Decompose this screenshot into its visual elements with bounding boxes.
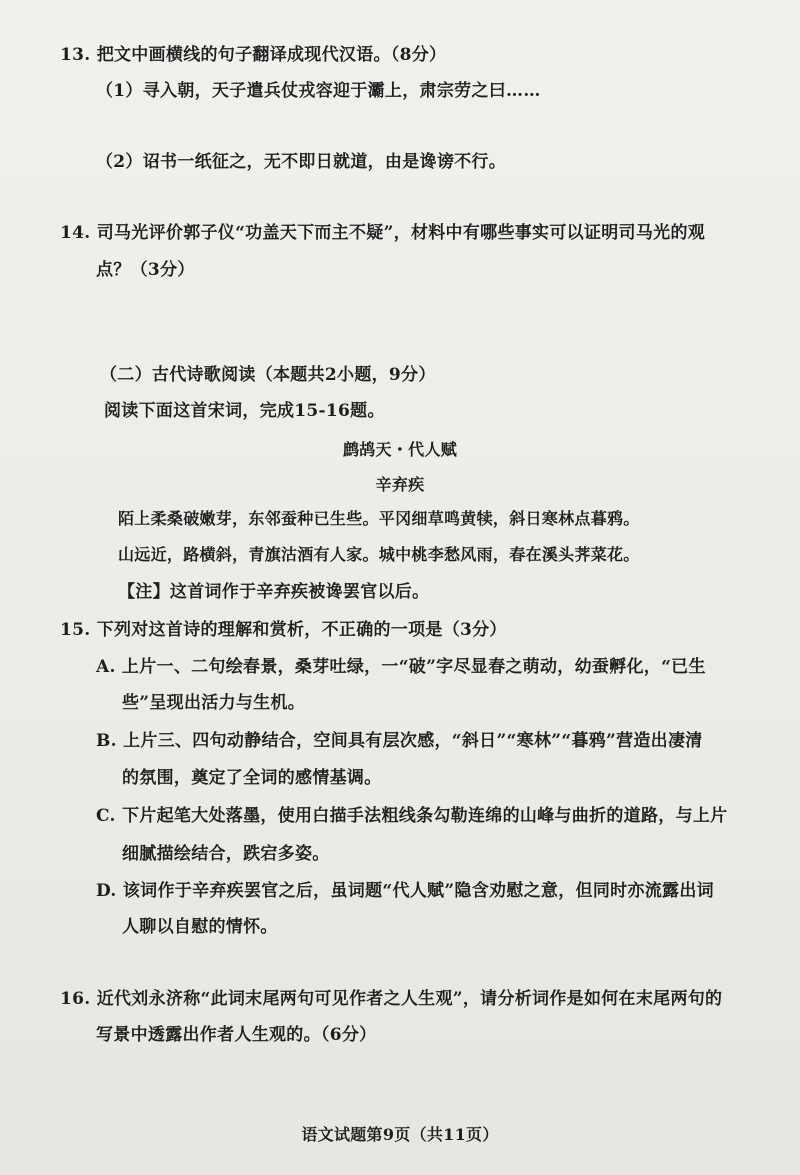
poem-line-1: 陌上柔桑破嫩芽，东邻蚕种已生些。平冈细草鸣黄犊，斜日寒林点暮鸦。 (118, 509, 640, 528)
poem-author: 辛弃疾 (375, 475, 425, 494)
poem-title: 鹧鸪天・代人赋 (342, 440, 458, 459)
page-footer: 语文试题第9页（共11页） (301, 1125, 499, 1144)
q15-option-c-line-1: C. 下片起笔大处落墨，使用白描手法粗线条勾勒连绵的山峰与曲折的道路，与上片 (96, 806, 728, 826)
poem-note: 【注】这首词作于辛弃疾被谗罢官以后。 (118, 582, 430, 602)
poem-line-2: 山远近，路横斜，青旗沽酒有人家。城中桃李愁风雨，春在溪头荠菜花。 (118, 545, 640, 564)
q14-line-1 (60, 222, 705, 244)
q16-number: 16. (60, 989, 91, 1009)
q15-option-a-line-1: A. 上片一、二句绘春景，桑芽吐绿，一“破”字尽显春之萌动，幼蚕孵化，“已生 (96, 657, 706, 677)
section-intro: 阅读下面这首宋词，完成15-16题。 (104, 401, 385, 421)
q15-stem (60, 619, 507, 641)
q15-option-c-line-2: 细腻描绘结合，跌宕多姿。 (122, 844, 330, 864)
q16-text: 近代刘永济称“此词末尾两句可见作者之人生观”，请分析词作是如何在末尾两句的 (96, 989, 723, 1009)
q16-line-1 (60, 988, 722, 1010)
q15-option-b-line-2: 的氛围，奠定了全词的感情基调。 (122, 768, 382, 788)
q15-option-b-line-1: B. 上片三、四句动静结合，空间具有层次感，“斜日”“寒林”“暮鸦”营造出凄清 (96, 731, 703, 751)
q13-text: 把文中画横线的句子翻译成现代汉语。（8分） (96, 45, 447, 65)
q15-option-d-line-2: 人聊以自慰的情怀。 (122, 917, 278, 937)
q15-text: 下列对这首诗的理解和赏析，不正确的一项是（3分） (96, 620, 507, 640)
q16-line-2: 写景中透露出作者人生观的。（6分） (96, 1025, 377, 1045)
q13-number: 13. (60, 45, 91, 65)
q15-number: 15. (60, 620, 91, 640)
q15-option-a-line-2: 些”呈现出活力与生机。 (122, 693, 306, 713)
q13-item-2: （2）诏书一纸征之，无不即日就道，由是谗谤不行。 (96, 152, 507, 172)
q14-number: 14. (60, 223, 91, 243)
q14-text: 司马光评价郭子仪“功盖天下而主不疑”，材料中有哪些事实可以证明司马光的观 (96, 223, 706, 243)
q15-option-d-line-1: D. 该词作于辛弃疾罢官之后，虽词题“代人赋”隐含劝慰之意，但同时亦流露出词 (96, 881, 714, 901)
q13-item-1: （1）寻入朝，天子遣兵仗戎容迎于灞上，肃宗劳之曰…… (96, 81, 541, 101)
q14-line-2: 点？（3分） (96, 260, 195, 280)
q13-stem (60, 44, 446, 66)
section-heading: （二）古代诗歌阅读（本题共2小题，9分） (100, 365, 436, 385)
